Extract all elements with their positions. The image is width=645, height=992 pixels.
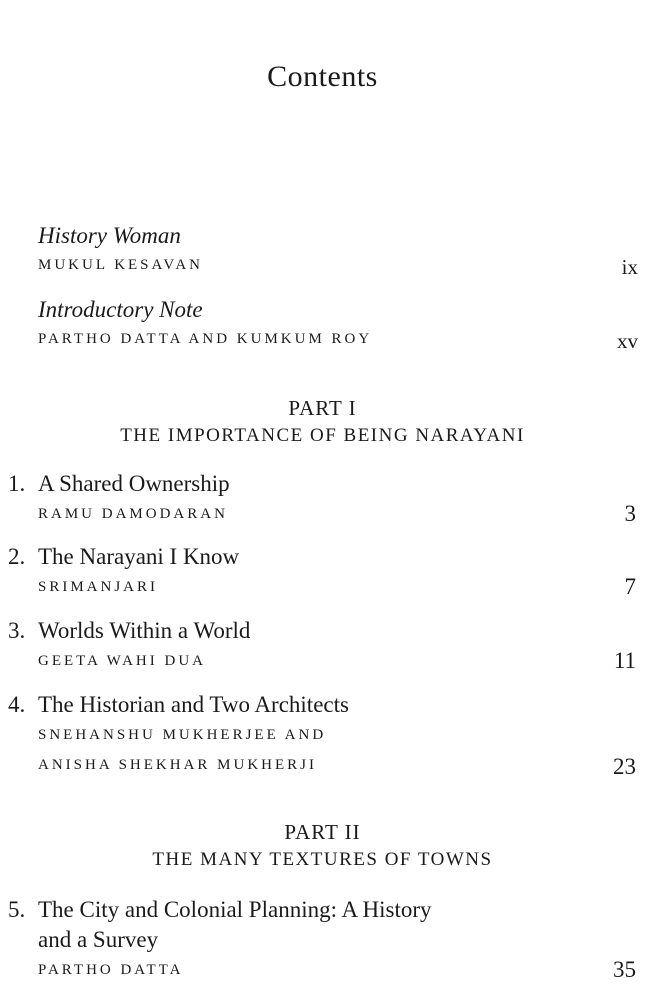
entry-author: ANISHA SHEKHAR MUKHERJI [38,757,318,773]
entry-number: 3. [8,618,26,643]
entry-number: 1. [8,471,26,496]
part-subtitle: THE MANY TEXTURES OF TOWNS [152,849,493,870]
toc-entry[interactable] [8,616,636,676]
entry-page-number: 11 [613,648,636,673]
part-subtitle: THE IMPORTANCE OF BEING NARAYANI [120,425,525,446]
entry-author: PARTHO DATTA AND KUMKUM ROY [38,331,373,347]
part-label: PART I [288,396,357,420]
entry-number: 5. [8,897,26,922]
toc-entry[interactable] [8,542,636,602]
toc-entry-front-2[interactable] [38,296,638,354]
entry-author: RAMU DAMODARAN [38,506,228,522]
entry-page-number: 7 [624,574,636,599]
entry-author: MUKUL KESAVAN [38,257,203,273]
entry-author: GEETA WAHI DUA [38,653,207,669]
entry-page-number: 23 [613,754,636,779]
toc-entry[interactable] [8,469,636,529]
part-heading [0,394,645,450]
entry-page-number: 35 [613,957,636,982]
entry-title: Introductory Note [38,297,203,322]
toc-entry-front-1[interactable] [38,222,638,280]
part-label: PART II [284,820,361,844]
entry-title: Worlds Within a World [38,618,251,643]
entry-author: PARTHO DATTA [38,962,184,978]
entry-title: The City and Colonial Planning: A History [38,897,432,922]
entry-title: The Narayani I Know [38,544,240,569]
entry-author: SNEHANSHU MUKHERJEE AND [38,727,327,743]
entry-page-number: ix [621,255,638,279]
part-heading [0,818,645,874]
toc-entry[interactable] [8,690,636,780]
entry-title: History Woman [38,223,181,248]
page-title: Contents [267,60,378,93]
entry-title: and a Survey [38,927,159,952]
entry-page-number: xv [617,329,638,353]
entry-title: The Historian and Two Architects [38,692,349,717]
entry-number: 2. [8,544,26,569]
entry-title: A Shared Ownership [38,471,230,496]
entry-page-number: 3 [624,501,636,526]
entry-author: SRIMANJARI [38,579,159,595]
toc-entry[interactable] [8,895,636,985]
entry-number: 4. [8,692,26,717]
